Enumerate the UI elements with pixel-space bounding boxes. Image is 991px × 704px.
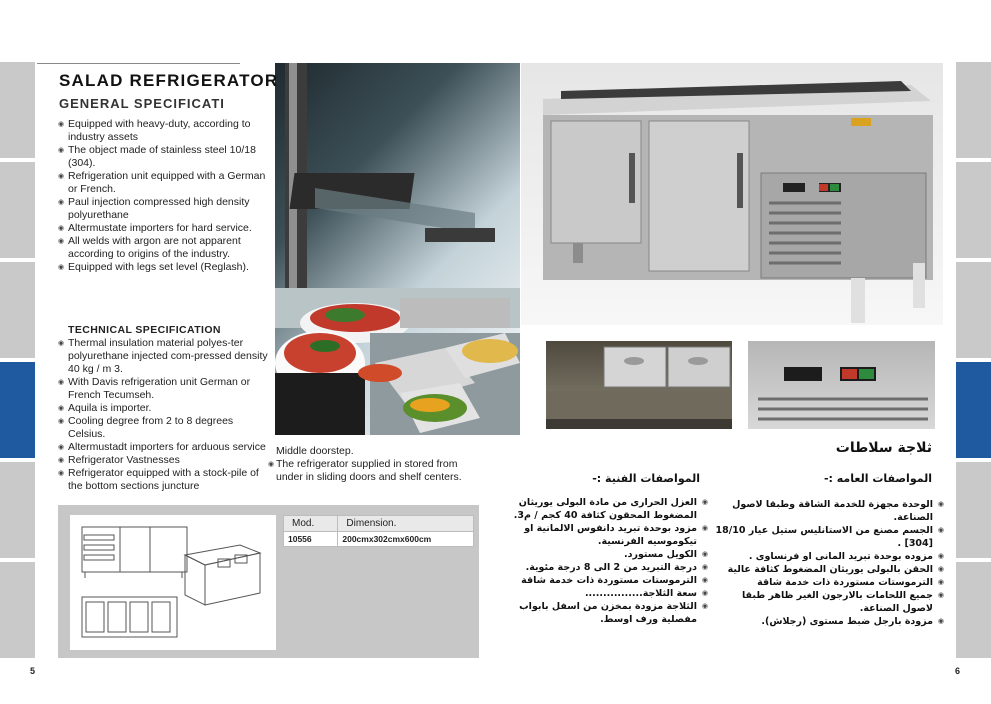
continued-spec: The refrigerator supplied in stored from under in sliding doors and shelf centers.: [276, 458, 462, 483]
arabic-spec-item: ◉ جميع اللحامات بالارجون الغير ظاهر طبقا لاصول الصناعة.: [710, 589, 944, 615]
general-spec-list: [58, 118, 270, 274]
bullet-icon: ◉: [268, 461, 275, 468]
arabic-spec-item: ◉ مزود بوحدة تبريد دانفوس الالمانية او تيكوموسيه الفرنسية.: [505, 522, 708, 548]
arabic-spec-item: ◉ العزل الحرارى من مادة البولى يوريثان المضغوط المحقون كثافة 40 كجم / م3.: [505, 496, 708, 522]
page-title: SALAD REFRIGERATOR: [59, 71, 279, 90]
spec-item: ◉ Equipped with legs set level (Reglash).: [58, 261, 270, 274]
arabic-technical-heading: المواصفات الفنية :-: [592, 472, 700, 485]
spec-item: ◉ All welds with argon are not apparent according to origins of the industry.: [58, 235, 270, 261]
spec-item: ◉ Cooling degree from 2 to 8 degrees Celsius.: [58, 415, 270, 441]
spec-item: ◉ Altermustadt importers for arduous service: [58, 441, 270, 454]
continued-line: Middle doorstep.: [276, 445, 354, 457]
arabic-spec-item: ◉ درجة التبريد من 2 الى 8 درجة مئوية.: [505, 561, 708, 574]
arabic-spec-item: ◉ الترموستات مستوردة ذات خدمة شاقة: [505, 574, 708, 587]
arabic-technical-list: [505, 496, 708, 626]
arabic-spec-item: ◉ مزودة بارجل ضبط مستوى (رجلاش).: [710, 615, 944, 628]
arabic-spec-item: ◉ سعة الثلاجة................: [505, 587, 708, 600]
spec-item: ◉ Paul injection compressed high density polyurethane: [58, 196, 270, 222]
arabic-spec-item: ◉ الوحدة مجهزة للخدمة الشاقة وطبقا لاصول الصناعة.: [710, 498, 944, 524]
right-section-tabs: [956, 62, 991, 660]
column-header-model: Mod.: [284, 516, 338, 532]
model-cell: 10556: [284, 532, 338, 547]
refrigerator-photo: [521, 63, 943, 325]
page-number-left: 5: [30, 666, 36, 676]
dimension-table: [283, 515, 474, 547]
dimension-cell: 200cmx302cmx600cm: [338, 532, 474, 547]
section-tab: [956, 562, 991, 658]
technical-heading: TECHNICAL SPECIFICATION: [68, 324, 221, 336]
arabic-spec-item: ◉ الثلاجة مزودة بمخزن من اسفل بابواب مفصلية ورف اوسط.: [505, 600, 708, 626]
control-panel-photo: [748, 341, 935, 429]
page-number-right: 6: [955, 666, 961, 676]
arabic-spec-item: ◉ مزوده بوحدة تبريد المانى او فرنساوى .: [710, 550, 944, 563]
section-tab: [956, 462, 991, 558]
active-section-tab: [0, 362, 35, 458]
spec-item: ◉ Thermal insulation material polyes-ter polyurethane injected com-pressed density 40 kg / m 3.: [58, 337, 270, 376]
left-section-tabs: [0, 62, 35, 660]
continued-spec-block: [268, 445, 478, 484]
arabic-general-heading: المواصفات العامه :-: [823, 472, 932, 485]
section-tab: [956, 62, 991, 158]
page-subtitle: GENERAL SPECIFICATI: [59, 96, 225, 111]
spec-item: ◉ Aquila is importer.: [58, 402, 270, 415]
section-tab: [0, 462, 35, 558]
gastronorm-pans-photo: [546, 341, 732, 429]
arabic-title: ثلاجة سلاطات: [835, 440, 932, 456]
table-row: [284, 532, 474, 547]
technical-spec-list: [58, 337, 270, 493]
spec-item: ◉ Refrigeration unit equipped with a German or French.: [58, 170, 270, 196]
section-tab: [0, 262, 35, 358]
section-tab: [956, 162, 991, 258]
arabic-spec-item: ◉ الترموستات مستوردة ذات خدمة شاقة: [710, 576, 944, 589]
technical-drawing: [70, 515, 276, 650]
arabic-spec-item: ◉ الكويل مستورد.: [505, 548, 708, 561]
column-header-dimension: Dimension.: [338, 516, 474, 532]
spec-item: ◉ Refrigerator Vastnesses: [58, 454, 270, 467]
spec-item: ◉ Refrigerator equipped with a stock-pile of the bottom sections juncture: [58, 467, 270, 493]
arabic-spec-item: ◉ الحقن بالبولى يوريثان المضغوط كثافة عالية: [710, 563, 944, 576]
spec-item: ◉ Altermustate importers for hard service.: [58, 222, 270, 235]
spec-item: ◉ The object made of stainless steel 10/18 (304).: [58, 144, 270, 170]
salad-bar-photo: [275, 63, 520, 435]
arabic-general-list: [710, 498, 944, 628]
arabic-spec-item: ◉ الجسم مصنع من الاستانليس ستيل عيار 18/10 [304] .: [710, 524, 944, 550]
title-rule: [37, 63, 240, 64]
spec-item: ◉ Equipped with heavy-duty, according to industry assets: [58, 118, 270, 144]
section-tab: [956, 262, 991, 358]
section-tab: [0, 162, 35, 258]
section-tab: [0, 62, 35, 158]
spec-item: ◉ With Davis refrigeration unit German or French Tecumseh.: [58, 376, 270, 402]
active-section-tab: [956, 362, 991, 458]
section-tab: [0, 562, 35, 658]
